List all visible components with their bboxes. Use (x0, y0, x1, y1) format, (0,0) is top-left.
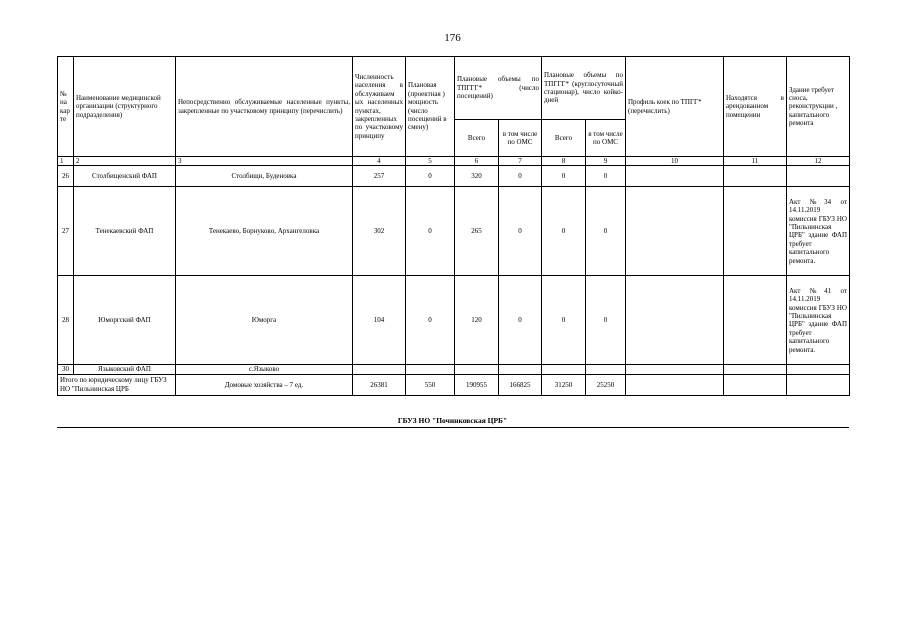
row-settlements: Тенекаево, Борнуково, Архангеловка (176, 187, 353, 276)
row-name: Языковский ФАП (74, 365, 176, 374)
column-number: 4 (353, 157, 406, 166)
total-visits-oms: 166825 (499, 374, 542, 395)
row-population: 104 (353, 276, 406, 365)
row-beds-oms: 0 (586, 166, 626, 187)
row-no: 27 (58, 187, 74, 276)
row-capacity: 0 (406, 166, 455, 187)
header-repair: Здание требует сноса, реконструкции , капитального ремонта (787, 57, 850, 157)
row-leased (724, 276, 787, 365)
column-number: 6 (455, 157, 499, 166)
row-beds-total: 0 (542, 166, 586, 187)
row-visits-total: 265 (455, 187, 499, 276)
page-number: 176 (444, 32, 461, 44)
header-row (58, 57, 850, 120)
row-beds-oms: 0 (586, 187, 626, 276)
row-beds-oms (586, 365, 626, 374)
row-visits-total: 320 (455, 166, 499, 187)
header-visits-oms: в том числе по ОМС (499, 120, 542, 157)
total-settlements: Домовые хозяйства – 7 ед. (176, 374, 353, 395)
row-repair (787, 166, 850, 187)
header-settlements: Непосредственно обслуживаемые населенные пункты, закрепленные по участковому принципу (перечислить) (176, 57, 353, 157)
total-repair (787, 374, 850, 395)
column-number: 11 (724, 157, 787, 166)
row-visits-oms: 0 (499, 187, 542, 276)
row-beds-total: 0 (542, 276, 586, 365)
column-number: 8 (542, 157, 586, 166)
total-beds-oms: 25250 (586, 374, 626, 395)
row-name: Столбищенский ФАП (74, 166, 176, 187)
row-no: 28 (58, 276, 74, 365)
column-number: 10 (626, 157, 724, 166)
total-beds-total: 31250 (542, 374, 586, 395)
row-name: Тенекаевский ФАП (74, 187, 176, 276)
row-population: 302 (353, 187, 406, 276)
header-leased: Находятся в арендованном помещении (724, 57, 787, 157)
column-number: 5 (406, 157, 455, 166)
header-visits-total: Всего (455, 120, 499, 157)
header-visits-group: Плановые объемы по ТПГГГ* (число посещений) (455, 57, 542, 120)
row-no: 30 (58, 365, 74, 374)
column-number: 9 (586, 157, 626, 166)
row-profile (626, 365, 724, 374)
column-number: 3 (176, 157, 353, 166)
header-no: № на кар те (58, 57, 74, 157)
header-org-name: Наименование медицинской организации (структурного подразделения) (74, 57, 176, 157)
header-bed-profile: Профиль коек по ТПГГ* (перечислить) (626, 57, 724, 157)
row-settlements: с.Языково (176, 365, 353, 374)
row-repair: Акт №41 от 14.11.2019 комиссия ГБУЗ НО "Пильнинская ЦРБ" здание ФАП требует капитального ремонта. (787, 276, 850, 365)
row-population: 257 (353, 166, 406, 187)
header-beds-total: Всего (542, 120, 586, 157)
column-number: 2 (74, 157, 176, 166)
column-number: 7 (499, 157, 542, 166)
total-row (58, 374, 850, 395)
header-hospital-group: Плановые объемы по ТПГГГ* (круглосуточный стационар), число койко-дней (542, 57, 626, 120)
column-number: 1 (58, 157, 74, 166)
table-row (58, 187, 850, 276)
row-visits-total: 120 (455, 276, 499, 365)
row-profile (626, 187, 724, 276)
row-profile (626, 276, 724, 365)
total-capacity: 550 (406, 374, 455, 395)
table-row (58, 166, 850, 187)
row-settlements: Столбищи, Буденовка (176, 166, 353, 187)
table-row (58, 276, 850, 365)
column-number: 12 (787, 157, 850, 166)
row-visits-total (455, 365, 499, 374)
row-beds-total (542, 365, 586, 374)
row-beds-total: 0 (542, 187, 586, 276)
row-capacity: 0 (406, 276, 455, 365)
row-visits-oms (499, 365, 542, 374)
total-visits-total: 190955 (455, 374, 499, 395)
row-settlements: Юморга (176, 276, 353, 365)
facility-table (57, 56, 850, 396)
row-visits-oms: 0 (499, 276, 542, 365)
total-population: 26381 (353, 374, 406, 395)
row-repair: Акт №34 от 14.11.2019 комиссия ГБУЗ НО "Пильнинская ЦРБ" здание ФАП требует капитального ремонта. (787, 187, 850, 276)
row-leased (724, 187, 787, 276)
section-title: ГБУЗ НО "Починковская ЦРБ" (397, 416, 508, 425)
header-population: Численность населения в обслуживаем ых населенных пунктах, закрепленных по участковому принципу (353, 57, 406, 157)
total-leased (724, 374, 787, 395)
column-number-row (58, 157, 850, 166)
table-row (58, 365, 850, 374)
row-leased (724, 365, 787, 374)
row-repair (787, 365, 850, 374)
row-profile (626, 166, 724, 187)
row-beds-oms: 0 (586, 276, 626, 365)
total-profile (626, 374, 724, 395)
row-capacity (406, 365, 455, 374)
header-beds-oms: в том числе по ОМС (586, 120, 626, 157)
section-divider (57, 427, 849, 428)
row-population (353, 365, 406, 374)
row-no: 26 (58, 166, 74, 187)
row-leased (724, 166, 787, 187)
total-label: Итого по юридическому лицу ГБУЗ НО "Пильнинская ЦРБ (58, 374, 176, 395)
row-visits-oms: 0 (499, 166, 542, 187)
row-capacity: 0 (406, 187, 455, 276)
row-name: Юморгский ФАП (74, 276, 176, 365)
header-capacity: Плановая (проектная ) мощность (число посещений в смену) (406, 57, 455, 157)
